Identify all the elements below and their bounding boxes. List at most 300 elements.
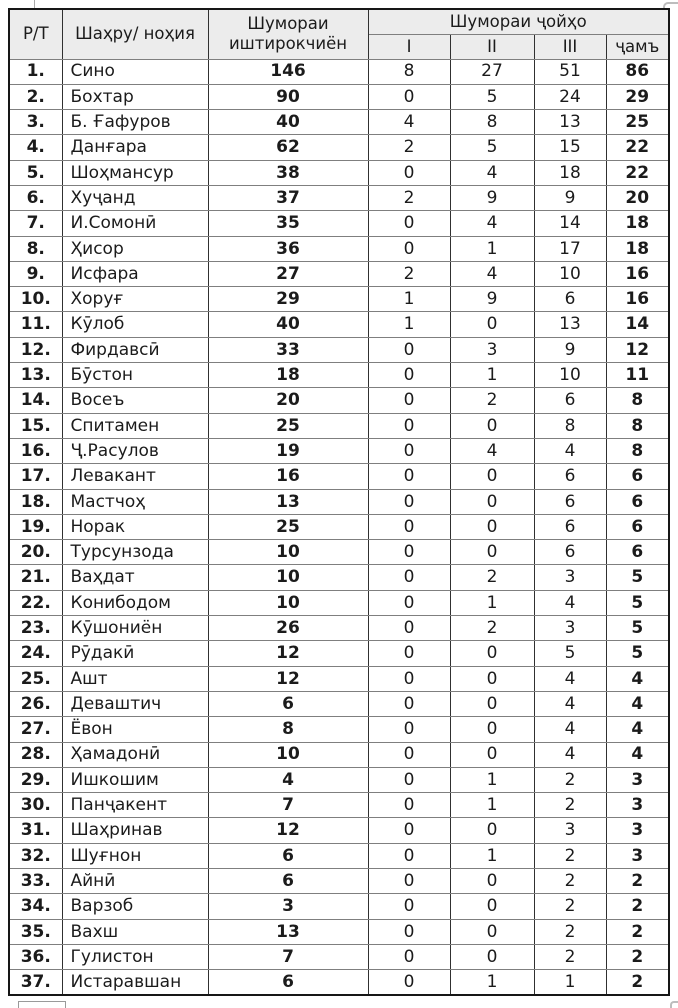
place1-cell: 0 [368,464,450,489]
rank-cell: 4. [9,135,62,160]
place3-cell: 14 [534,211,606,236]
rank-cell: 27. [9,717,62,742]
rank-cell: 11. [9,312,62,337]
total-cell: 16 [606,261,669,286]
place2-cell: 3 [450,337,534,362]
total-cell: 6 [606,489,669,514]
table-row [9,185,669,210]
place3-cell: 2 [534,944,606,969]
participants-cell: 27 [208,261,368,286]
rank-cell: 34. [9,894,62,919]
place3-cell: 6 [534,287,606,312]
table-row [9,691,669,716]
district-cell: Ваҳдат [62,565,208,590]
total-cell: 86 [606,59,669,84]
total-cell: 5 [606,616,669,641]
place2-cell: 1 [450,363,534,388]
district-cell: Шуғнон [62,843,208,868]
place1-cell: 0 [368,489,450,514]
rank-cell: 5. [9,160,62,185]
header-place3: III [534,34,606,59]
place3-cell: 2 [534,919,606,944]
district-cell: Турсунзода [62,540,208,565]
place3-cell: 4 [534,742,606,767]
district-cell: Рӯдакӣ [62,641,208,666]
participants-cell: 18 [208,363,368,388]
rank-cell: 32. [9,843,62,868]
participants-cell: 40 [208,110,368,135]
place1-cell: 2 [368,185,450,210]
participants-cell: 29 [208,287,368,312]
place3-cell: 6 [534,514,606,539]
place3-cell: 13 [534,110,606,135]
table-body [9,59,669,995]
rank-cell: 12. [9,337,62,362]
total-cell: 2 [606,944,669,969]
rank-cell: 14. [9,388,62,413]
total-cell: 2 [606,970,669,995]
total-cell: 8 [606,438,669,463]
district-cell: И.Сомонӣ [62,211,208,236]
table-row [9,641,669,666]
total-cell: 5 [606,565,669,590]
place2-cell: 2 [450,565,534,590]
place2-cell: 4 [450,261,534,286]
district-cell: Норак [62,514,208,539]
place3-cell: 4 [534,691,606,716]
total-cell: 11 [606,363,669,388]
place1-cell: 0 [368,565,450,590]
district-cell: Истаравшан [62,970,208,995]
place1-cell: 2 [368,261,450,286]
rank-cell: 24. [9,641,62,666]
total-cell: 4 [606,742,669,767]
place1-cell: 0 [368,793,450,818]
participants-cell: 37 [208,185,368,210]
total-cell: 3 [606,793,669,818]
place3-cell: 5 [534,641,606,666]
table-row [9,388,669,413]
table-row [9,894,669,919]
place2-cell: 0 [450,717,534,742]
total-cell: 4 [606,666,669,691]
place2-cell: 0 [450,742,534,767]
district-cell: Конибодом [62,590,208,615]
table-row [9,742,669,767]
total-cell: 18 [606,211,669,236]
place2-cell: 0 [450,944,534,969]
results-table [8,8,670,996]
table-row [9,843,669,868]
district-cell: Ҳисор [62,236,208,261]
place3-cell: 2 [534,793,606,818]
header-place1: I [368,34,450,59]
table-row [9,793,669,818]
place1-cell: 0 [368,388,450,413]
total-cell: 3 [606,767,669,792]
district-cell: Данғара [62,135,208,160]
table-row [9,464,669,489]
rank-cell: 33. [9,869,62,894]
table-row [9,110,669,135]
rank-cell: 36. [9,944,62,969]
place3-cell: 8 [534,413,606,438]
table-row [9,312,669,337]
place1-cell: 8 [368,59,450,84]
participants-cell: 6 [208,691,368,716]
district-cell: Хоруғ [62,287,208,312]
table-row [9,413,669,438]
district-cell: Шаҳринав [62,818,208,843]
place3-cell: 15 [534,135,606,160]
place1-cell: 4 [368,110,450,135]
table-row [9,869,669,894]
place3-cell: 10 [534,261,606,286]
district-cell: Фирдавсӣ [62,337,208,362]
participants-cell: 12 [208,666,368,691]
place1-cell: 2 [368,135,450,160]
place2-cell: 4 [450,160,534,185]
place1-cell: 0 [368,641,450,666]
district-cell: Деваштич [62,691,208,716]
place2-cell: 4 [450,211,534,236]
participants-cell: 3 [208,894,368,919]
place3-cell: 2 [534,843,606,868]
place2-cell: 0 [450,464,534,489]
table-row [9,818,669,843]
rank-cell: 21. [9,565,62,590]
place3-cell: 3 [534,616,606,641]
place1-cell: 0 [368,438,450,463]
participants-cell: 7 [208,944,368,969]
table-row [9,514,669,539]
place1-cell: 0 [368,590,450,615]
cursor-line [34,0,35,8]
rank-cell: 16. [9,438,62,463]
place2-cell: 8 [450,110,534,135]
place1-cell: 0 [368,211,450,236]
place2-cell: 1 [450,793,534,818]
participants-cell: 40 [208,312,368,337]
rank-cell: 20. [9,540,62,565]
table-row [9,616,669,641]
rank-cell: 28. [9,742,62,767]
place3-cell: 2 [534,869,606,894]
rank-cell: 22. [9,590,62,615]
district-cell: Ёвон [62,717,208,742]
participants-cell: 10 [208,590,368,615]
participants-cell: 35 [208,211,368,236]
place3-cell: 2 [534,767,606,792]
table-row [9,944,669,969]
total-cell: 12 [606,337,669,362]
place3-cell: 18 [534,160,606,185]
participants-cell: 26 [208,616,368,641]
place2-cell: 1 [450,236,534,261]
participants-cell: 13 [208,489,368,514]
total-cell: 6 [606,514,669,539]
district-cell: Сино [62,59,208,84]
total-cell: 25 [606,110,669,135]
place3-cell: 3 [534,818,606,843]
place1-cell: 0 [368,413,450,438]
place1-cell: 0 [368,894,450,919]
table-row [9,236,669,261]
table-row [9,363,669,388]
total-cell: 22 [606,135,669,160]
table-row [9,970,669,995]
total-cell: 2 [606,894,669,919]
place2-cell: 5 [450,135,534,160]
table-row [9,135,669,160]
place1-cell: 1 [368,287,450,312]
participants-cell: 62 [208,135,368,160]
table-row [9,59,669,84]
district-cell: Айнӣ [62,869,208,894]
place2-cell: 0 [450,666,534,691]
place2-cell: 0 [450,540,534,565]
participants-cell: 8 [208,717,368,742]
place3-cell: 17 [534,236,606,261]
table-row [9,84,669,109]
participants-cell: 12 [208,818,368,843]
total-cell: 4 [606,691,669,716]
participants-cell: 12 [208,641,368,666]
rank-cell: 25. [9,666,62,691]
place2-cell: 5 [450,84,534,109]
total-cell: 2 [606,919,669,944]
table-row [9,767,669,792]
place3-cell: 9 [534,185,606,210]
participants-cell: 4 [208,767,368,792]
district-cell: Кӯшониён [62,616,208,641]
total-cell: 22 [606,160,669,185]
rank-cell: 30. [9,793,62,818]
place2-cell: 1 [450,843,534,868]
place3-cell: 1 [534,970,606,995]
header-district: Шаҳру/ ноҳия [62,9,208,59]
place3-cell: 13 [534,312,606,337]
place3-cell: 4 [534,666,606,691]
total-cell: 20 [606,185,669,210]
rank-cell: 23. [9,616,62,641]
total-cell: 6 [606,464,669,489]
place2-cell: 4 [450,438,534,463]
place2-cell: 0 [450,691,534,716]
header-total: ҷамъ [606,34,669,59]
place1-cell: 0 [368,160,450,185]
place2-cell: 0 [450,489,534,514]
participants-cell: 6 [208,970,368,995]
table-row [9,489,669,514]
table-row [9,211,669,236]
rank-cell: 29. [9,767,62,792]
place2-cell: 0 [450,894,534,919]
rank-cell: 10. [9,287,62,312]
district-cell: Ашт [62,666,208,691]
district-cell: Варзоб [62,894,208,919]
table-row [9,261,669,286]
place3-cell: 4 [534,438,606,463]
district-cell: Шоҳмансур [62,160,208,185]
rank-cell: 37. [9,970,62,995]
table-row [9,160,669,185]
place1-cell: 0 [368,666,450,691]
rank-cell: 18. [9,489,62,514]
total-cell: 16 [606,287,669,312]
place1-cell: 0 [368,691,450,716]
place2-cell: 1 [450,767,534,792]
place1-cell: 0 [368,818,450,843]
place1-cell: 0 [368,717,450,742]
place2-cell: 0 [450,818,534,843]
participants-cell: 36 [208,236,368,261]
participants-cell: 10 [208,742,368,767]
participants-cell: 146 [208,59,368,84]
total-cell: 6 [606,540,669,565]
place2-cell: 0 [450,514,534,539]
rank-cell: 6. [9,185,62,210]
place1-cell: 0 [368,236,450,261]
table-row [9,590,669,615]
participants-cell: 38 [208,160,368,185]
place1-cell: 0 [368,337,450,362]
district-cell: Вахш [62,919,208,944]
place3-cell: 6 [534,540,606,565]
total-cell: 3 [606,843,669,868]
rank-cell: 8. [9,236,62,261]
district-cell: Ишкошим [62,767,208,792]
participants-cell: 25 [208,514,368,539]
district-cell: Мастчоҳ [62,489,208,514]
place1-cell: 0 [368,919,450,944]
district-cell: Хуҷанд [62,185,208,210]
rank-cell: 13. [9,363,62,388]
total-cell: 5 [606,641,669,666]
place1-cell: 0 [368,363,450,388]
table-row [9,919,669,944]
place3-cell: 51 [534,59,606,84]
place3-cell: 9 [534,337,606,362]
total-cell: 8 [606,413,669,438]
place1-cell: 1 [368,312,450,337]
participants-cell: 6 [208,869,368,894]
total-cell: 5 [606,590,669,615]
header-rank: Р/Т [9,9,62,59]
rank-cell: 9. [9,261,62,286]
place1-cell: 0 [368,843,450,868]
district-cell: Гулистон [62,944,208,969]
place3-cell: 4 [534,590,606,615]
district-cell: Кӯлоб [62,312,208,337]
district-cell: Б. Ғафуров [62,110,208,135]
district-cell: Левакант [62,464,208,489]
total-cell: 4 [606,717,669,742]
table-row [9,666,669,691]
table-row [9,287,669,312]
total-cell: 8 [606,388,669,413]
table-row [9,438,669,463]
place1-cell: 0 [368,944,450,969]
rank-cell: 35. [9,919,62,944]
participants-cell: 90 [208,84,368,109]
participants-cell: 25 [208,413,368,438]
place2-cell: 0 [450,641,534,666]
total-cell: 3 [606,818,669,843]
place1-cell: 0 [368,540,450,565]
rank-cell: 31. [9,818,62,843]
district-cell: Панҷакент [62,793,208,818]
place1-cell: 0 [368,869,450,894]
district-cell: Бохтар [62,84,208,109]
total-cell: 29 [606,84,669,109]
rank-cell: 2. [9,84,62,109]
place2-cell: 0 [450,869,534,894]
district-cell: Спитамен [62,413,208,438]
district-cell: Исфара [62,261,208,286]
place1-cell: 0 [368,767,450,792]
rank-cell: 26. [9,691,62,716]
header-participants: Шумораи иштирокчиён [208,9,368,59]
total-cell: 14 [606,312,669,337]
place1-cell: 0 [368,84,450,109]
place1-cell: 0 [368,970,450,995]
table-row [9,337,669,362]
place1-cell: 0 [368,616,450,641]
participants-cell: 16 [208,464,368,489]
place2-cell: 0 [450,919,534,944]
district-cell: Восеъ [62,388,208,413]
rank-cell: 17. [9,464,62,489]
district-cell: Ҳамадонӣ [62,742,208,767]
place1-cell: 0 [368,742,450,767]
place3-cell: 6 [534,464,606,489]
participants-cell: 13 [208,919,368,944]
table-header [9,9,669,59]
place2-cell: 9 [450,287,534,312]
rank-cell: 1. [9,59,62,84]
rank-cell: 7. [9,211,62,236]
place2-cell: 2 [450,388,534,413]
rank-cell: 15. [9,413,62,438]
header-places-group: Шумораи ҷойҳо [368,9,669,34]
rank-cell: 19. [9,514,62,539]
place3-cell: 6 [534,489,606,514]
place2-cell: 1 [450,590,534,615]
place1-cell: 0 [368,514,450,539]
participants-cell: 33 [208,337,368,362]
table-row [9,565,669,590]
rank-cell: 3. [9,110,62,135]
place3-cell: 6 [534,388,606,413]
participants-cell: 10 [208,540,368,565]
place3-cell: 4 [534,717,606,742]
corner-handle-bottom-right [670,1001,678,1008]
place3-cell: 2 [534,894,606,919]
place2-cell: 0 [450,312,534,337]
header-place2: II [450,34,534,59]
place2-cell: 0 [450,413,534,438]
partial-cell-bottom-left [18,1001,66,1008]
place2-cell: 1 [450,970,534,995]
participants-cell: 7 [208,793,368,818]
place3-cell: 24 [534,84,606,109]
table-row [9,717,669,742]
participants-cell: 10 [208,565,368,590]
participants-cell: 6 [208,843,368,868]
district-cell: Бӯстон [62,363,208,388]
participants-cell: 20 [208,388,368,413]
